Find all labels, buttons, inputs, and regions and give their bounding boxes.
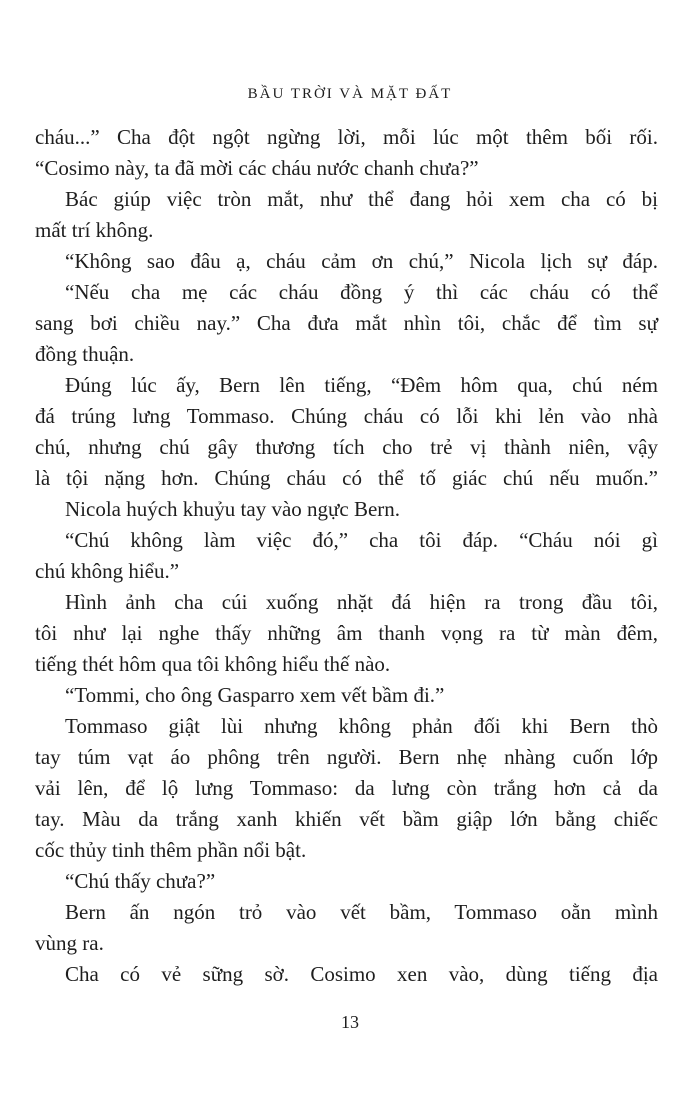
text-line: “Nếu cha mẹ các cháu đồng ý thì các cháu có thể	[65, 280, 658, 304]
text-line: chú, nhưng chú gây thương tích cho trẻ vị thành niên, vậy	[35, 435, 658, 459]
text-line: tiếng thét hôm qua tôi không hiểu thế nào.	[35, 652, 391, 676]
text-line: cháu...” Cha đột ngột ngừng lời, mỗi lúc một thêm bối rối.	[35, 125, 658, 149]
text-line: Hình ảnh cha cúi xuống nhặt đá hiện ra trong đầu tôi,	[65, 590, 658, 614]
text-line: “Chú không làm việc đó,” cha tôi đáp. “Cháu nói gì	[65, 528, 658, 552]
text-line: “Chú thấy chưa?”	[65, 869, 216, 893]
text-line: tôi như lại nghe thấy những âm thanh vọng ra từ màn đêm,	[35, 621, 658, 645]
text-line: mất trí không.	[35, 218, 154, 242]
text-line: tay túm vạt áo phông trên người. Bern nhẹ nhàng cuốn lớp	[35, 745, 658, 769]
page-number: 13	[341, 1012, 359, 1032]
text-line: vùng ra.	[35, 931, 104, 955]
text-line: đồng thuận.	[35, 342, 135, 366]
text-line: sang bơi chiều nay.” Cha đưa mắt nhìn tôi, chắc để tìm sự	[35, 311, 658, 335]
text-line: Bác giúp việc tròn mắt, như thể đang hỏi xem cha có bị	[65, 187, 658, 211]
text-line: Nicola huých khuỷu tay vào ngực Bern.	[65, 497, 401, 521]
text-line: chú không hiểu.”	[35, 559, 180, 583]
text-line: cốc thủy tinh thêm phần nổi bật.	[35, 838, 307, 862]
running-header: BẦU TRỜI VÀ MẶT ĐẤT	[247, 86, 453, 102]
text-line: “Cosimo này, ta đã mời các cháu nước chanh chưa?”	[35, 156, 479, 180]
text-line: Đúng lúc ấy, Bern lên tiếng, “Đêm hôm qua, chú ném	[65, 373, 658, 397]
body-text	[35, 122, 658, 990]
text-line: đá trúng lưng Tommaso. Chúng cháu có lỗi khi lẻn vào nhà	[35, 404, 658, 428]
text-line: Tommaso giật lùi nhưng không phản đối khi Bern thò	[65, 714, 658, 738]
text-line: Bern ấn ngón trỏ vào vết bầm, Tommaso oằn mình	[65, 900, 658, 924]
text-line: “Không sao đâu ạ, cháu cảm ơn chú,” Nicola lịch sự đáp.	[65, 249, 658, 273]
text-line: Cha có vẻ sững sờ. Cosimo xen vào, dùng tiếng địa	[65, 962, 658, 986]
text-line: tay. Màu da trắng xanh khiến vết bầm giập lớn bằng chiếc	[35, 807, 658, 831]
text-line: “Tommi, cho ông Gasparro xem vết bầm đi.”	[65, 683, 445, 707]
text-line: là tội nặng hơn. Chúng cháu có thể tố giác chú nếu muốn.”	[35, 466, 658, 490]
text-line: vải lên, để lộ lưng Tommaso: da lưng còn trắng hơn cả da	[35, 776, 658, 800]
